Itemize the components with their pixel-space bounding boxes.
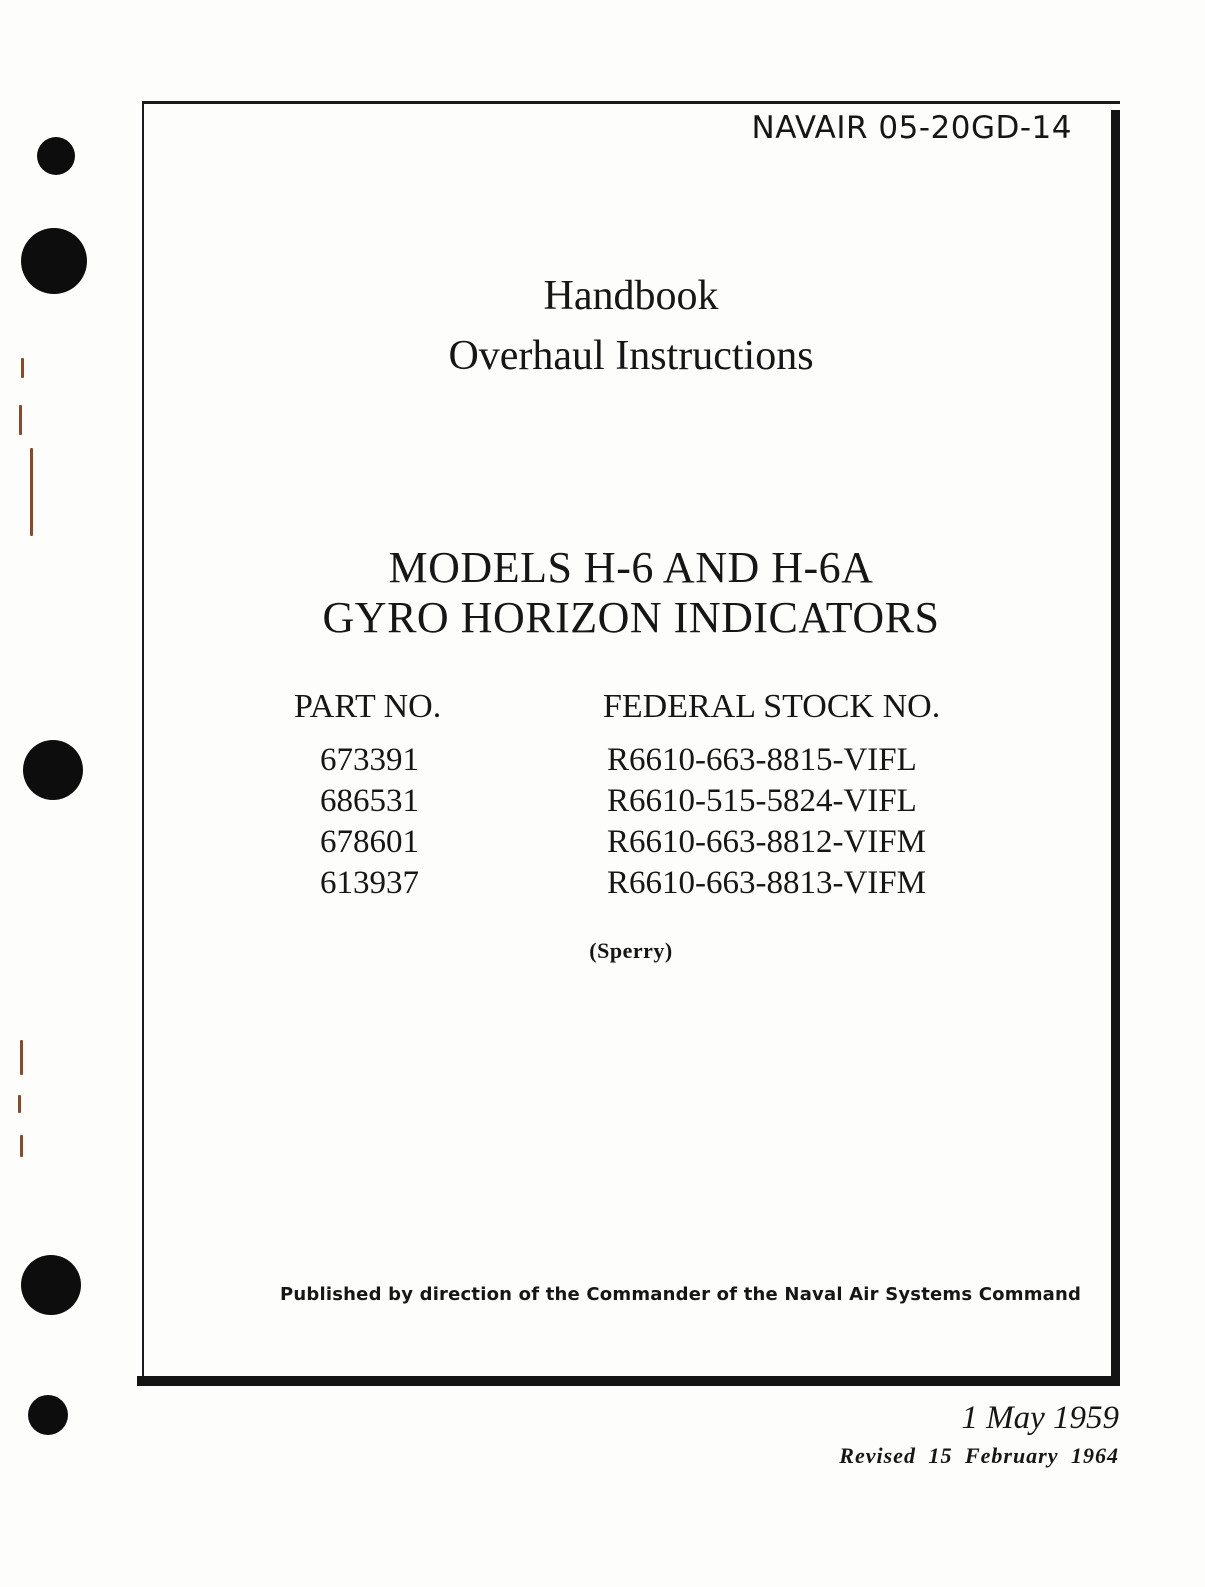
binder-hole: [21, 1255, 81, 1315]
publication-authority: Published by direction of the Commander of the Naval Air Systems Command: [280, 1284, 1082, 1305]
margin-stain: [30, 448, 33, 536]
publication-date: 1 May 1959: [961, 1400, 1119, 1436]
part-number: 613937: [320, 865, 419, 901]
margin-stain: [21, 358, 24, 378]
part-number: 678601: [320, 824, 419, 860]
frame-border-top: [142, 101, 1120, 104]
manufacturer: (Sperry): [589, 938, 673, 963]
federal-stock-number: R6610-663-8813-VIFM: [607, 865, 926, 901]
margin-stain: [19, 405, 22, 435]
federal-stock-no-header: FEDERAL STOCK NO.: [603, 688, 941, 725]
margin-stain: [20, 1135, 23, 1157]
binder-hole: [28, 1395, 68, 1435]
federal-stock-number-list: [607, 740, 926, 904]
binder-hole: [37, 137, 75, 175]
margin-stain: [18, 1095, 21, 1113]
document-number: NAVAIR 05-20GD-14: [751, 110, 1072, 146]
revision-date: Revised 15 February 1964: [839, 1443, 1119, 1468]
part-no-header: PART NO.: [294, 688, 442, 725]
part-number-list: [320, 740, 419, 904]
subject-models: MODELS H-6 AND H-6A: [388, 543, 874, 592]
title-handbook: Handbook: [543, 273, 719, 319]
part-number: 673391: [320, 742, 419, 778]
part-number: 686531: [320, 783, 419, 819]
binder-hole: [23, 740, 83, 800]
subject-gyro-horizon-indicators: GYRO HORIZON INDICATORS: [322, 593, 940, 642]
federal-stock-number: R6610-663-8812-VIFM: [607, 824, 926, 860]
binder-hole: [21, 228, 87, 294]
federal-stock-number: R6610-663-8815-VIFL: [607, 742, 917, 778]
title-overhaul-instructions: Overhaul Instructions: [448, 333, 814, 379]
frame-border-bottom: [137, 1376, 1120, 1386]
margin-stain: [20, 1040, 23, 1075]
federal-stock-number: R6610-515-5824-VIFL: [607, 783, 917, 819]
